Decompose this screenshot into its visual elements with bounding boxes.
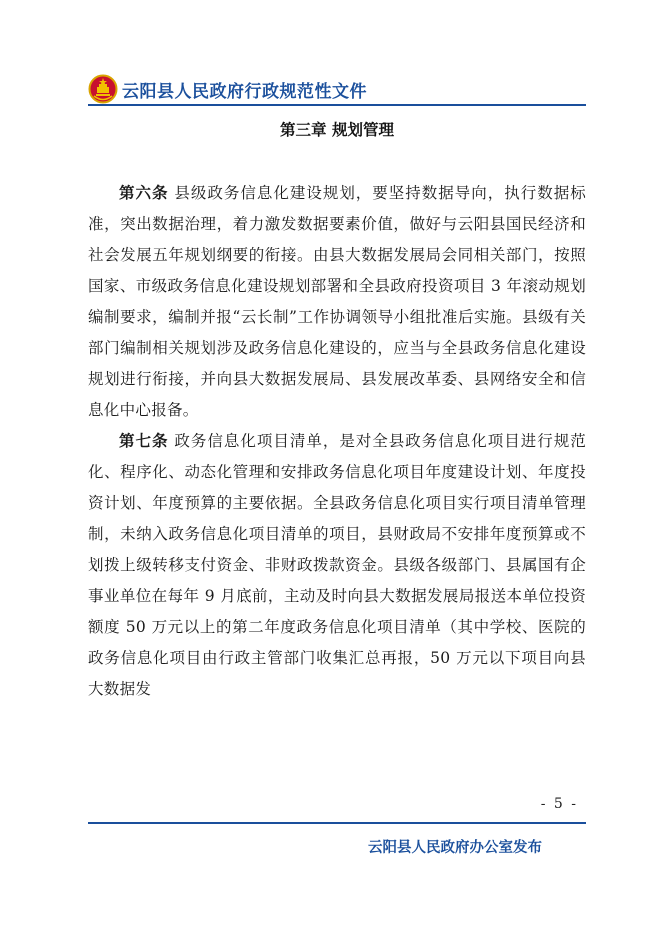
article-text: 政务信息化项目清单，是对全县政务信息化项目进行规范化、程序化、动态化管理和安排政务信息化项目年度建设计划、年度投资计划、年度预算的主要依据。全县政务信息化项目实行项目清单管理制，未纳入政务信息化项目清单的项目，县财政局不安排年度预算或不划拨上级转移支付资金、非财政拨款资金。县级各级部门、县属国有企事业单位在每年 9 月底前，主动及时向县大数据发展局报送本单位投资额度 50 万元以上的第二年度政务信息化项目清单（其中学校、医院的政务信息化项目由行政主管部门收集汇总再报，50 万元以下项目向县大数据发 <box>88 432 586 698</box>
national-emblem-icon <box>88 74 118 104</box>
page-number: - 5 - <box>540 796 578 812</box>
article-6 <box>88 178 586 426</box>
document-header <box>88 72 588 106</box>
footer-publisher: 云阳县人民政府办公室发布 <box>368 840 542 856</box>
chapter-title: 第三章 规划管理 <box>280 121 394 139</box>
article-7 <box>88 426 586 705</box>
header-title: 云阳县人民政府行政规范性文件 <box>122 81 367 102</box>
header-divider <box>88 104 586 106</box>
article-label: 第七条 <box>119 432 169 450</box>
footer-divider <box>88 822 586 824</box>
article-text: 县级政务信息化建设规划，要坚持数据导向，执行数据标准，突出数据治理，着力激发数据要素价值，做好与云阳县国民经济和社会发展五年规划纲要的衔接。由县大数据发展局会同相关部门，按照国家、市级政务信息化建设规划部署和全县政府投资项目 3 年滚动规划编制要求，编制并报“云长制”工作协调领导小组批准后实施。县级有关部门编制相关规划涉及政务信息化建设的，应当与全县政务信息化建设规划进行衔接，并向县大数据发展局、县发展改革委、县网络安全和信息化中心报备。 <box>88 184 586 419</box>
article-label: 第六条 <box>119 184 169 202</box>
document-body <box>88 178 586 705</box>
